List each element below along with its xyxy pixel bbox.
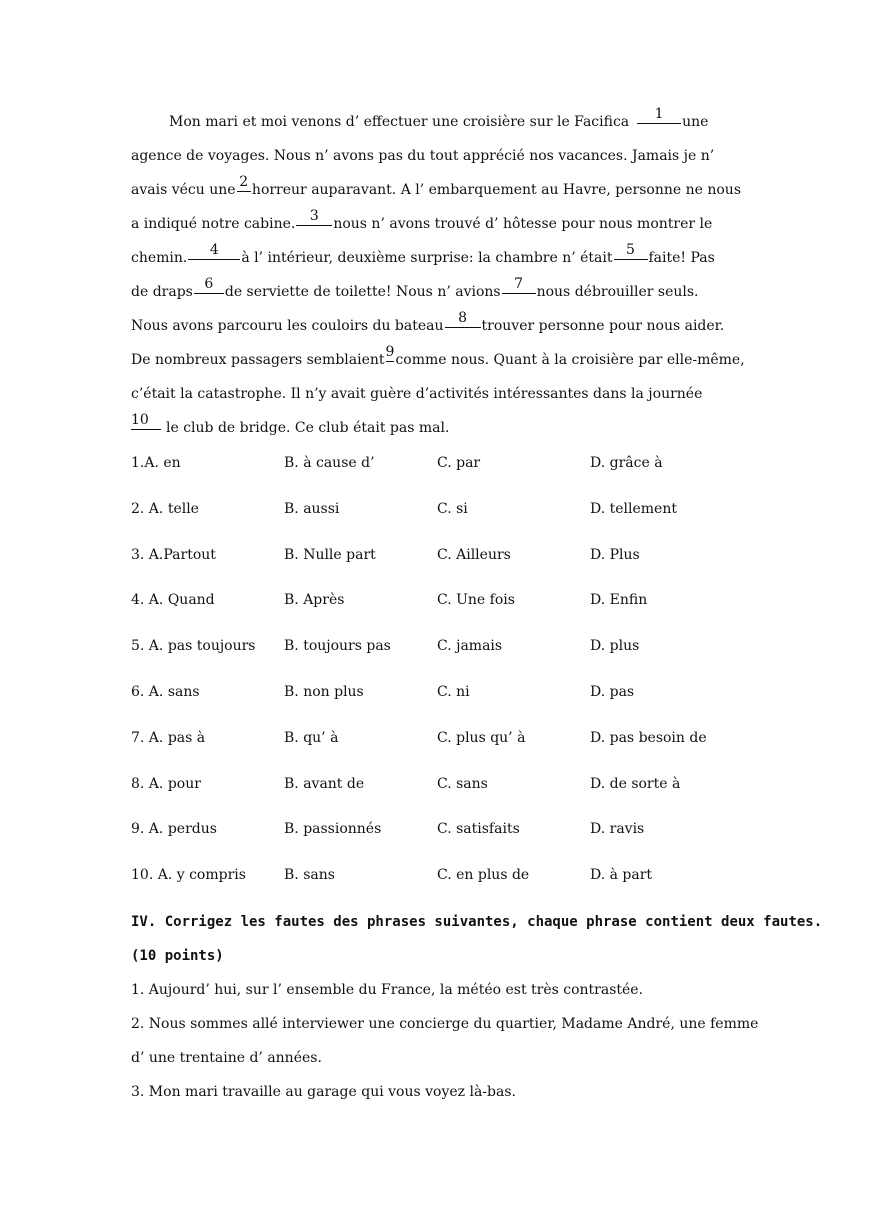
passage-text: De nombreux passagers semblaient <box>131 352 385 368</box>
option-d: D. de sorte à <box>590 775 681 792</box>
section-points: (10 points) <box>131 948 224 964</box>
option-b: B. aussi <box>284 500 340 517</box>
option-row <box>131 583 751 629</box>
blank-2: 2 <box>237 173 251 192</box>
passage-line <box>131 343 745 377</box>
option-row <box>131 629 751 675</box>
passage-text: le club de bridge. Ce club était pas mal. <box>166 420 450 436</box>
option-d: D. pas <box>590 683 635 700</box>
option-a: 4. A. Quand <box>131 592 215 609</box>
option-a: 1.A. en <box>131 455 181 471</box>
correction-item: 2. Nous sommes allé interviewer une concierge du quartier, Madame André, une femme <box>131 1016 759 1032</box>
answer-options <box>131 446 751 904</box>
option-c: C. si <box>437 500 468 517</box>
option-b: B. à cause d’ <box>284 455 375 471</box>
option-row <box>131 858 751 904</box>
option-a: 8. A. pour <box>131 775 201 792</box>
section-heading: IV. Corrigez les fautes des phrases suivantes, chaque phrase contient deux fautes. <box>131 914 823 930</box>
passage-line <box>131 173 741 207</box>
cloze-passage <box>131 105 745 445</box>
option-a: 5. A. pas toujours <box>131 638 256 655</box>
passage-line <box>131 309 741 343</box>
correction-item: d’ une trentaine d’ années. <box>131 1050 322 1066</box>
option-d: D. plus <box>590 638 640 655</box>
option-c: C. jamais <box>437 638 503 655</box>
passage-text: Mon mari et moi venons d’ effectuer une croisière sur le Facifica <box>169 114 630 130</box>
option-row <box>131 767 751 813</box>
option-row <box>131 446 751 492</box>
option-a: 7. A. pas à <box>131 729 206 746</box>
passage-text: a indiqué notre cabine. <box>131 216 296 232</box>
option-c: C. Ailleurs <box>437 546 511 563</box>
passage-text: de serviette de toilette! Nous n’ avions <box>224 284 501 300</box>
passage-line <box>131 275 741 309</box>
option-row <box>131 538 751 584</box>
option-d: D. à part <box>590 867 653 884</box>
passage-text: à l’ intérieur, deuxième surprise: la chambre n’ était <box>241 250 613 266</box>
option-b: B. toujours pas <box>284 638 391 655</box>
option-row <box>131 675 751 721</box>
section-four <box>131 905 823 1109</box>
option-c: C. satisfaits <box>437 821 520 838</box>
option-d: D. Enfin <box>590 592 648 609</box>
option-b: B. sans <box>284 867 335 884</box>
option-row <box>131 492 751 538</box>
passage-text: nous débrouiller seuls. <box>536 284 699 300</box>
option-row <box>131 812 751 858</box>
option-c: C. par <box>437 455 481 471</box>
blank-8: 8 <box>445 309 481 328</box>
correction-item: 1. Aujourd’ hui, sur l’ ensemble du France, la météo est très contrastée. <box>131 982 644 998</box>
option-d: D. pas besoin de <box>590 729 707 746</box>
option-b: B. passionnés <box>284 821 382 838</box>
passage-text: trouver personne pour nous aider. <box>481 318 725 334</box>
option-row <box>131 721 751 767</box>
option-a: 6. A. sans <box>131 683 200 700</box>
blank-1: 1 <box>637 105 681 124</box>
option-c: C. sans <box>437 775 488 792</box>
passage-text: Nous avons parcouru les couloirs du bateau <box>131 318 444 334</box>
option-a: 10. A. y compris <box>131 867 246 884</box>
option-d: D. grâce à <box>590 455 663 471</box>
passage-text: avais vécu une <box>131 182 236 198</box>
option-a: 9. A. perdus <box>131 821 217 838</box>
option-d: D. tellement <box>590 500 677 517</box>
passage-line <box>131 377 741 411</box>
option-d: D. Plus <box>590 546 640 563</box>
passage-line <box>131 411 741 445</box>
blank-6: 6 <box>194 275 224 294</box>
passage-text: chemin. <box>131 250 188 266</box>
option-b: B. Après <box>284 592 345 609</box>
passage-line <box>131 105 741 139</box>
option-a: 2. A. telle <box>131 500 199 517</box>
passage-line <box>131 207 741 241</box>
passage-text: faite! Pas <box>648 250 715 266</box>
option-b: B. avant de <box>284 775 365 792</box>
blank-10: 10 <box>131 411 161 430</box>
passage-line <box>131 139 741 173</box>
blank-4: 4 <box>188 241 240 260</box>
passage-text: nous n’ avons trouvé d’ hôtesse pour nous montrer le <box>333 216 713 232</box>
option-b: B. qu’ à <box>284 729 339 746</box>
option-c: C. en plus de <box>437 867 530 884</box>
option-c: C. plus qu’ à <box>437 729 526 746</box>
passage-line <box>131 241 741 275</box>
option-d: D. ravis <box>590 821 645 838</box>
option-b: B. Nulle part <box>284 546 376 563</box>
passage-text: de draps <box>131 284 193 300</box>
blank-3: 3 <box>296 207 332 226</box>
blank-7: 7 <box>502 275 536 294</box>
passage-text: une <box>682 114 709 130</box>
blank-5: 5 <box>614 241 648 260</box>
passage-text: c’était la catastrophe. Il n’y avait guère d’activités intéressantes dans la journée <box>131 386 703 402</box>
option-a: 3. A.Partout <box>131 546 216 563</box>
passage-text: horreur auparavant. A l’ embarquement au Havre, personne ne nous <box>251 182 741 198</box>
option-b: B. non plus <box>284 683 364 700</box>
blank-9: 9 <box>385 344 395 360</box>
correction-item: 3. Mon mari travaille au garage qui vous voyez là-bas. <box>131 1084 516 1100</box>
option-c: C. ni <box>437 683 470 700</box>
option-c: C. Une fois <box>437 592 515 609</box>
passage-text: agence de voyages. Nous n’ avons pas du tout apprécié nos vacances. Jamais je n’ <box>131 148 715 164</box>
passage-text: comme nous. Quant à la croisière par elle-même, <box>395 352 745 368</box>
